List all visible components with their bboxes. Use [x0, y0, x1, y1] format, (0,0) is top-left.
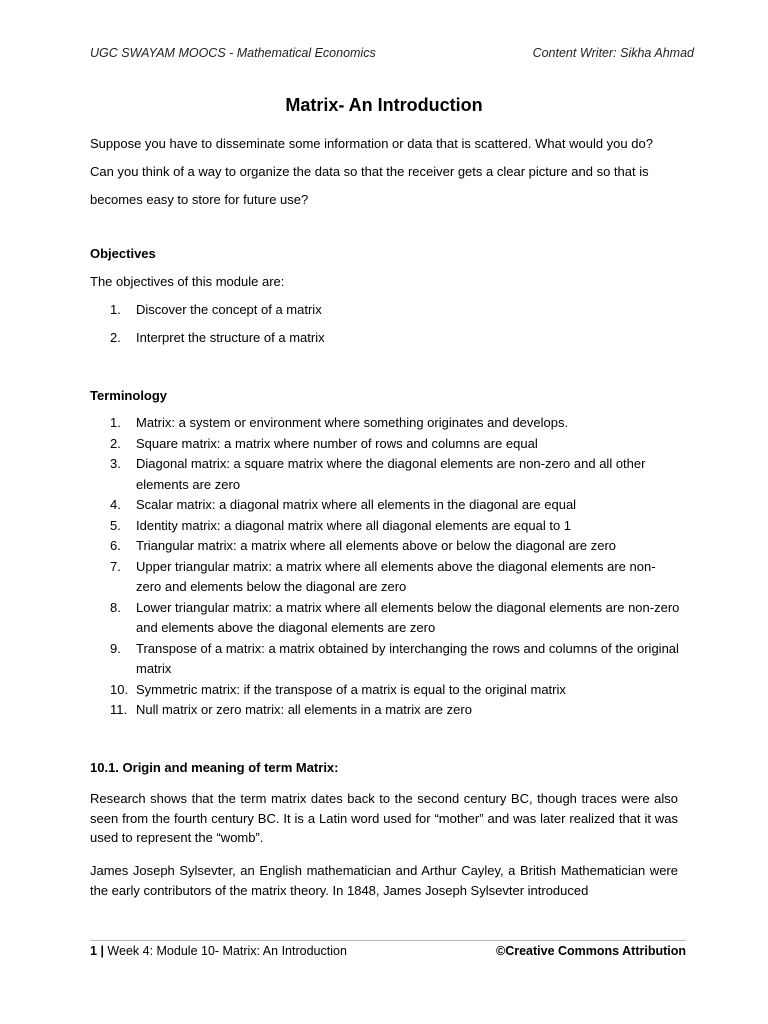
page-number: 1 [90, 944, 97, 958]
list-item: 9. Transpose of a matrix: a matrix obtained by interchanging the rows and columns of the original matrix [110, 640, 679, 676]
intro-paragraph: Suppose you have to disseminate some information or data that is scattered. What would you do? Can you think of a way to organize the data so that the receiver gets a clear picture and so that is becomes easy to store for future use? [90, 136, 653, 207]
terminology-heading: Terminology [90, 388, 168, 403]
list-item: 3. Diagonal matrix: a square matrix where the diagonal elements are non-zero and all other elements are zero [110, 456, 646, 492]
list-item: 11. Null matrix or zero matrix: all elements in a matrix are zero [110, 702, 472, 717]
list-item: 4. Scalar matrix: a diagonal matrix where all elements in the diagonal are equal [110, 497, 577, 512]
objectives-heading: Objectives [90, 246, 156, 261]
list-item: 5. Identity matrix: a diagonal matrix where all diagonal elements are equal to 1 [110, 517, 572, 533]
objectives-lead: The objectives of this module are: [90, 274, 285, 289]
objectives-list [90, 296, 680, 352]
list-item: 2. Square matrix: a matrix where number of rows and columns are equal [110, 435, 538, 451]
page-title: Matrix- An Introduction [285, 95, 483, 115]
section-paragraph-2: James Joseph Sylsevter, an English mathematician and Arthur Cayley, a British Mathematician were the early contributors of the matrix theory. In 1848, James Joseph Sylsevter introduced [90, 863, 678, 898]
footer-license: ©Creative Commons Attribution [495, 944, 686, 958]
header-course: UGC SWAYAM MOOCS - Mathematical Economics [90, 46, 376, 60]
footer-divider [90, 940, 686, 941]
section-heading: 10.1. Origin and meaning of term Matrix: [90, 760, 339, 775]
list-item: 1. Discover the concept of a matrix [110, 302, 322, 317]
footer-module [90, 944, 347, 958]
header-author: Content Writer: Sikha Ahmad [532, 46, 694, 60]
list-item: 6. Triangular matrix: a matrix where all elements above or below the diagonal are zero [110, 538, 617, 553]
list-item: 7. Upper triangular matrix: a matrix where all elements above the diagonal elements are non-zero and elements below the diagonal are zero [110, 558, 656, 594]
list-item: 2. Interpret the structure of a matrix [110, 330, 325, 345]
footer-module-title: Week 4: Module 10- Matrix: An Introduction [107, 944, 347, 958]
list-item: 1. Matrix: a system or environment where something originates and develops. [110, 415, 569, 430]
section-paragraph-1: Research shows that the term matrix dates back to the second century BC, though traces were also seen from the fourth century BC. It is a Latin word used for “mother” and was later realized that it was used to represent the “womb”. [90, 791, 678, 845]
footer-separator: | [100, 944, 104, 958]
terminology-list [90, 413, 680, 721]
list-item: 8. Lower triangular matrix: a matrix where all elements below the diagonal elements are non-zero and elements above the diagonal elements are zero [110, 599, 680, 635]
list-item: 10. Symmetric matrix: if the transpose of a matrix is equal to the original matrix [110, 681, 566, 697]
